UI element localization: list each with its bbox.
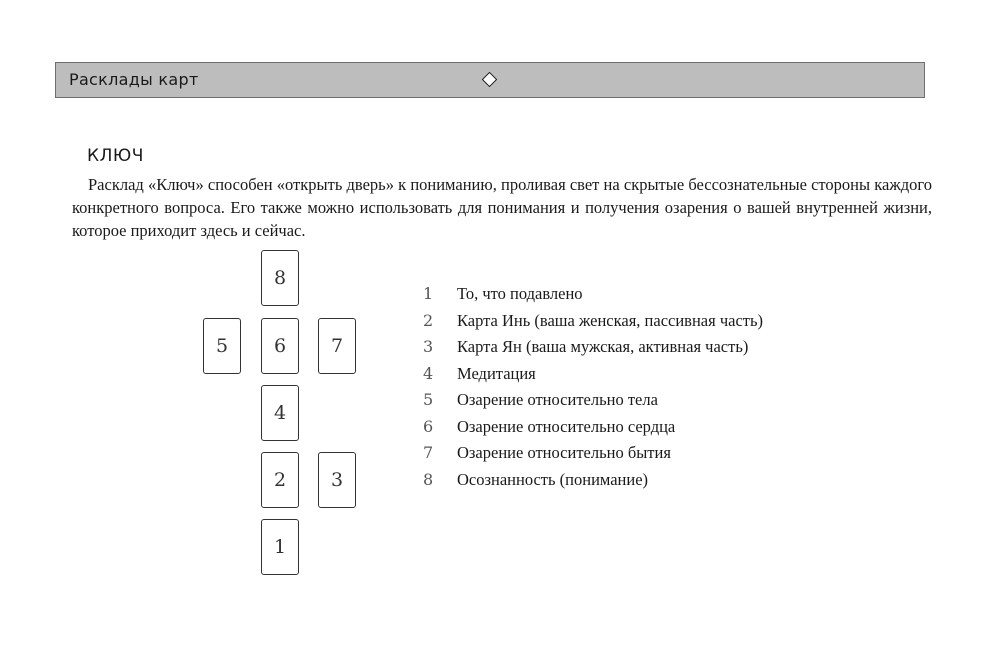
legend-number: 4 (423, 363, 434, 383)
card-position-6: 6 (261, 318, 299, 374)
legend-text: Озарение относительно сердца (457, 416, 676, 436)
legend-number: 1 (423, 284, 434, 303)
card-position-7: 7 (318, 318, 356, 374)
legend-item (423, 336, 843, 357)
legend-text: Медитация (457, 363, 536, 383)
legend-item (423, 363, 843, 384)
card-position-3: 3 (318, 452, 356, 508)
legend-text: Озарение относительно тела (457, 390, 658, 409)
legend-number: 5 (423, 390, 434, 409)
legend-number: 3 (423, 337, 434, 356)
card-position-5: 5 (203, 318, 241, 374)
card-position-8: 8 (261, 250, 299, 306)
legend-text: Осознанность (понимание) (457, 469, 649, 489)
header-title: Расклады карт (69, 70, 199, 89)
intro-paragraph: Расклад «Ключ» способен «открыть дверь» к пониманию, проливая свет на скрытые бессознательные стороны каждого конкретного вопроса. Его также можно использовать для понимания и получения озарения о вашей внутренней жизни, которое приходит здесь и сейчас. (72, 175, 932, 240)
legend-number: 6 (423, 416, 434, 436)
legend-number: 7 (423, 443, 434, 462)
legend-item (423, 283, 843, 304)
position-legend (423, 283, 843, 495)
card-position-1: 1 (261, 519, 299, 575)
legend-text: Озарение относительно бытия (457, 443, 671, 462)
diamond-icon (482, 72, 498, 88)
legend-item (423, 469, 843, 490)
legend-number: 8 (423, 469, 434, 489)
section-title: КЛЮЧ (87, 146, 144, 166)
card-position-4: 4 (261, 385, 299, 441)
legend-text: Карта Ян (ваша мужская, активная часть) (457, 337, 749, 356)
legend-item (423, 442, 843, 463)
legend-number: 2 (423, 310, 434, 330)
header-bar (55, 62, 925, 98)
legend-item (423, 416, 843, 437)
legend-text: Карта Инь (ваша женская, пассивная часть) (457, 310, 763, 330)
legend-text: То, что подавлено (457, 284, 583, 303)
legend-item (423, 389, 843, 410)
legend-item (423, 310, 843, 331)
card-position-2: 2 (261, 452, 299, 508)
